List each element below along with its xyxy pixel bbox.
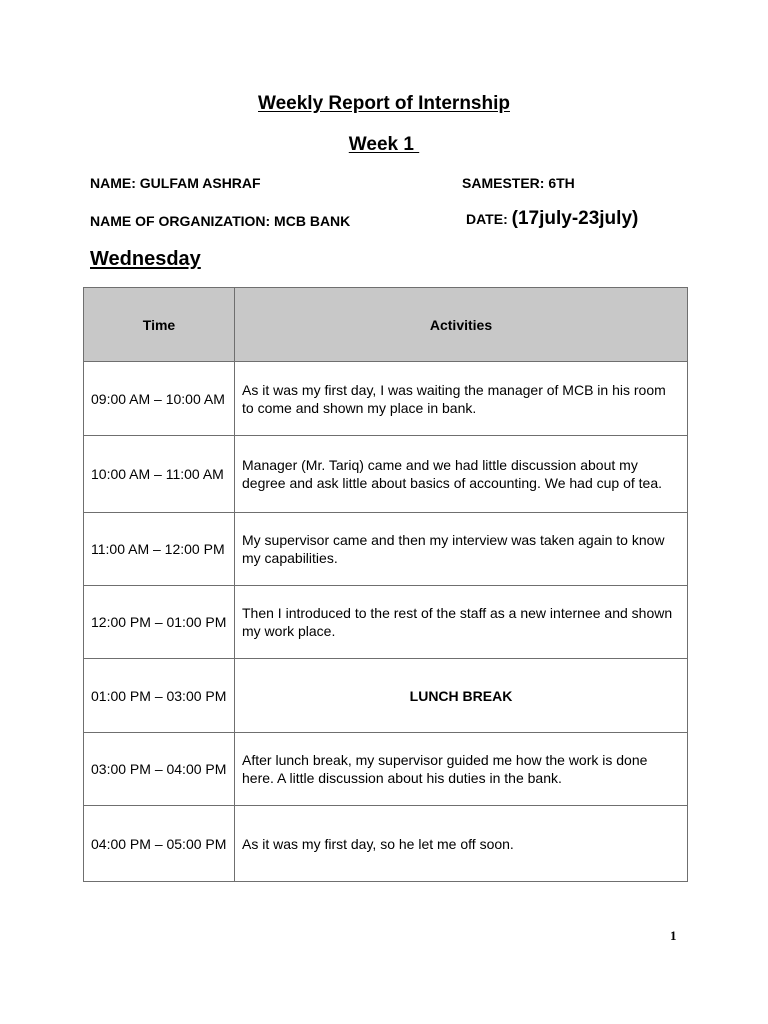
time-cell: 10:00 AM – 11:00 AM	[84, 436, 235, 513]
time-column-header: Time	[84, 288, 235, 362]
activity-cell: My supervisor came and then my interview was taken again to know my capabilities.	[235, 513, 688, 586]
table-row	[84, 436, 688, 513]
time-cell: 03:00 PM – 04:00 PM	[84, 733, 235, 806]
activity-cell: Then I introduced to the rest of the staff as a new internee and shown my work place.	[235, 586, 688, 659]
activities-column-header: Activities	[235, 288, 688, 362]
report-title: Weekly Report of Internship	[258, 93, 510, 114]
table-row	[84, 806, 688, 882]
table-header-row	[84, 288, 688, 362]
page-number: 1	[670, 928, 677, 943]
time-cell: 04:00 PM – 05:00 PM	[84, 806, 235, 882]
date-line	[466, 208, 638, 230]
date-range: (17july-23july)	[511, 208, 639, 229]
organization-name: NAME OF ORGANIZATION: MCB BANK	[90, 213, 351, 229]
table-row	[84, 586, 688, 659]
table-row	[84, 659, 688, 733]
table-row	[84, 362, 688, 436]
time-cell: 11:00 AM – 12:00 PM	[84, 513, 235, 586]
time-cell: 09:00 AM – 10:00 AM	[84, 362, 235, 436]
activity-cell: As it was my first day, so he let me off soon.	[235, 806, 688, 882]
lunch-break-cell: LUNCH BREAK	[235, 659, 688, 733]
date-label: DATE:	[466, 211, 512, 227]
schedule-table	[83, 287, 688, 882]
table-row	[84, 513, 688, 586]
activity-cell: As it was my first day, I was waiting the manager of MCB in his room to come and shown my place in bank.	[235, 362, 688, 436]
week-heading: Week 1	[348, 134, 420, 155]
time-cell: 12:00 PM – 01:00 PM	[84, 586, 235, 659]
semester: SAMESTER: 6TH	[462, 175, 575, 191]
time-cell: 01:00 PM – 03:00 PM	[84, 659, 235, 733]
activity-cell: After lunch break, my supervisor guided me how the work is done here. A little discussion about his duties in the bank.	[235, 733, 688, 806]
day-heading: Wednesday	[90, 248, 201, 270]
activity-cell: Manager (Mr. Tariq) came and we had little discussion about my degree and ask little about basics of accounting. We had cup of tea.	[235, 436, 688, 513]
intern-name: NAME: GULFAM ASHRAF	[90, 175, 261, 191]
table-row	[84, 733, 688, 806]
